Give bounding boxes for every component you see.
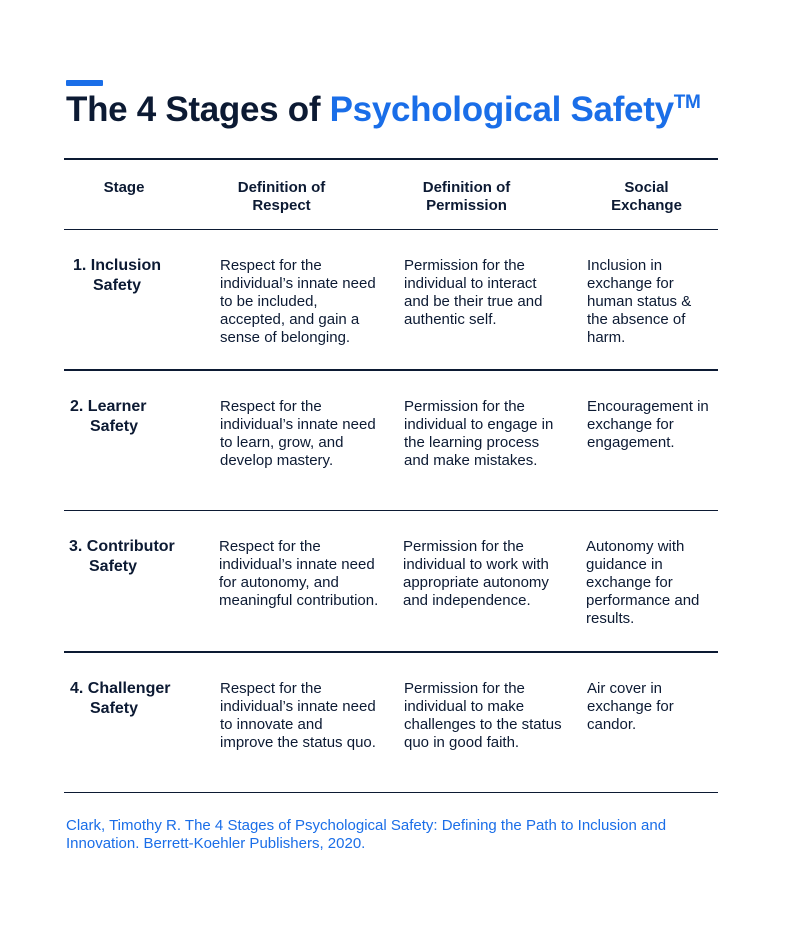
- page-title: [66, 88, 701, 132]
- stage-name: 3. Contributor Safety: [69, 538, 175, 575]
- trademark-symbol: TM: [673, 92, 701, 113]
- permission-definition: Permission for the individual to make challenges to the status quo in good faith.: [404, 679, 562, 751]
- table-row: [64, 653, 718, 792]
- respect-definition: Respect for the individual’s innate need to be included, accepted, and gain a sense of belonging.: [220, 257, 376, 346]
- title-prefix: The 4 Stages of: [66, 90, 330, 129]
- social-exchange: Inclusion in exchange for human status & the absence of harm.: [587, 257, 692, 346]
- title-highlight: Psychological Safety: [329, 90, 674, 129]
- accent-bar: [66, 80, 103, 86]
- column-header-permission: Definition of Permission: [422, 178, 511, 214]
- column-header-respect: Definition of Respect: [237, 178, 326, 214]
- respect-definition: Respect for the individual’s innate need for autonomy, and meaningful contribution.: [219, 538, 379, 609]
- column-header-stage: Stage: [103, 178, 145, 196]
- citation: Clark, Timothy R. The 4 Stages of Psychological Safety: Defining the Path to Inclusion and Innovation. Berrett-Koehler Publishers, 2020.: [66, 817, 667, 852]
- table-bottom-rule: [64, 792, 718, 794]
- stage-name: 1. Inclusion Safety: [73, 257, 162, 294]
- permission-definition: Permission for the individual to interact and be their true and authentic self.: [404, 257, 543, 328]
- permission-definition: Permission for the individual to engage in the learning process and make mistakes.: [404, 397, 554, 469]
- table-row: [64, 230, 718, 369]
- respect-definition: Respect for the individual’s innate need to innovate and improve the status quo.: [220, 679, 376, 751]
- social-exchange: Air cover in exchange for candor.: [587, 679, 674, 733]
- column-header-exchange: Social Exchange: [611, 178, 682, 214]
- table-row: [64, 511, 718, 651]
- table-header-row: [64, 160, 718, 229]
- table-row: [64, 371, 718, 510]
- stage-name: 4. Challenger Safety: [70, 679, 171, 717]
- respect-definition: Respect for the individual’s innate need to learn, grow, and develop mastery.: [220, 397, 376, 469]
- stages-table: [64, 158, 718, 793]
- social-exchange: Encouragement in exchange for engagement.: [587, 397, 709, 451]
- stage-name: 2. Learner Safety: [70, 397, 147, 435]
- permission-definition: Permission for the individual to work with appropriate autonomy and independence.: [403, 538, 549, 609]
- social-exchange: Autonomy with guidance in exchange for performance and results.: [586, 538, 700, 627]
